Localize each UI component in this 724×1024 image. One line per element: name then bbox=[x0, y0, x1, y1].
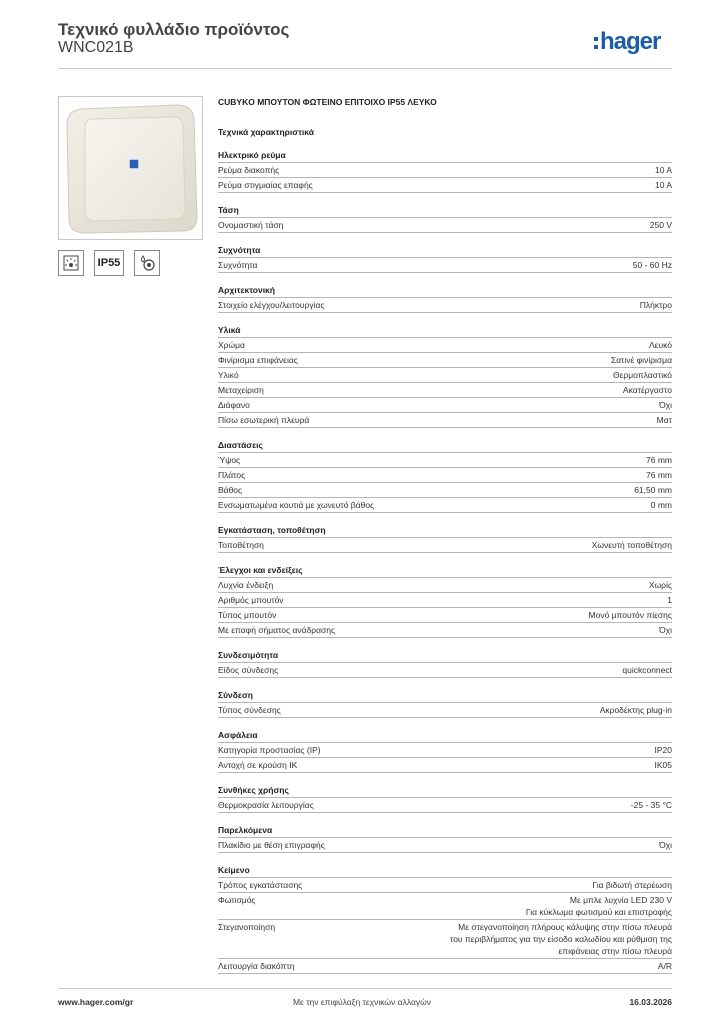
spec-row bbox=[218, 702, 672, 718]
spec-value: Όχι bbox=[659, 840, 672, 850]
spec-label: Αριθμός μπουτόν bbox=[218, 595, 284, 605]
spec-group bbox=[218, 149, 672, 193]
footer-note: Με την επιφύλαξη τεχνικών αλλαγών bbox=[292, 997, 432, 1007]
spec-group bbox=[218, 729, 672, 773]
spec-row bbox=[218, 177, 672, 193]
spec-value: 50 - 60 Hz bbox=[632, 260, 672, 270]
spec-row bbox=[218, 622, 672, 638]
product-name: CUBYKO ΜΠΟΥΤΟΝ ΦΩΤΕΙΝΟ ΕΠΙΤΟΙΧΟ IP55 ΛΕΥΚΟ bbox=[218, 97, 437, 107]
spec-row bbox=[218, 367, 672, 382]
spec-row bbox=[218, 397, 672, 412]
spec-group-title: Εγκατάσταση, τοποθέτηση bbox=[218, 525, 326, 535]
spec-label: Τύπος σύνδεσης bbox=[218, 705, 281, 715]
ip55-badge: IP55 bbox=[94, 250, 124, 276]
spec-row bbox=[218, 662, 672, 678]
spec-row bbox=[218, 742, 672, 757]
spec-value: Λευκό bbox=[649, 340, 672, 350]
spec-row bbox=[218, 412, 672, 428]
spec-group bbox=[218, 649, 672, 678]
spec-value: 76 mm bbox=[646, 470, 672, 480]
spec-group bbox=[218, 439, 672, 513]
spec-group bbox=[218, 864, 672, 974]
spec-label: Χρώμα bbox=[218, 340, 245, 350]
spec-group-title: Συνθήκες χρήσης bbox=[218, 785, 289, 795]
specs-panel bbox=[218, 96, 672, 974]
spec-value: 10 A bbox=[654, 165, 672, 175]
spec-group-title: Ασφάλεια bbox=[218, 730, 258, 740]
spec-label: Πίσω εσωτερική πλευρά bbox=[218, 415, 310, 425]
spec-group-title: Κείμενο bbox=[218, 865, 250, 875]
spec-label: Ύψος bbox=[218, 455, 241, 465]
spec-label: Με επαφή σήματος ανάδρασης bbox=[218, 625, 336, 635]
spec-label: Στοιχείο ελέγχου/λειτουργίας bbox=[218, 300, 325, 310]
spec-row bbox=[218, 537, 672, 553]
spec-row bbox=[218, 382, 672, 397]
spec-group-title: Ηλεκτρικό ρεύμα bbox=[218, 150, 286, 160]
spec-label: Ενσωματωμένα κουτιά με χωνευτό βάθος bbox=[218, 500, 375, 510]
spec-row bbox=[218, 257, 672, 273]
spec-label: Ρεύμα διακοπής bbox=[218, 165, 280, 175]
spec-label: Φινίρισμα επιφάνειας bbox=[218, 355, 298, 365]
spec-value: quickconnect bbox=[622, 665, 672, 675]
spec-row bbox=[218, 297, 672, 313]
spec-label: Λειτουργία διακόπτη bbox=[218, 961, 295, 971]
spec-value: 61,50 mm bbox=[634, 485, 672, 495]
footer-divider bbox=[58, 988, 672, 989]
spec-label: Ρεύμα στιγμιαίας επαφής bbox=[218, 180, 313, 190]
spec-row bbox=[218, 217, 672, 233]
hager-logo-mark bbox=[594, 27, 674, 57]
spec-row bbox=[218, 892, 672, 919]
spec-row bbox=[218, 482, 672, 497]
spec-label: Διάφανο bbox=[218, 400, 250, 410]
spec-row bbox=[218, 162, 672, 177]
spec-label: Πλακίδιο με θέση επιγραφής bbox=[218, 840, 325, 850]
spec-value: A/R bbox=[657, 961, 672, 971]
specs-heading: Τεχνικά χαρακτηριστικά bbox=[218, 127, 314, 137]
spec-label: Μεταχείριση bbox=[218, 385, 264, 395]
spec-value: Με στεγανοποίηση πλήρους κάλυψης στην πίσω πλευρά του περιβλήματος για την είσοδο καλωδίου και ρύθμιση της επιφάνειας στην πίσω πλευρά bbox=[449, 922, 672, 956]
spec-row bbox=[218, 352, 672, 367]
waterproof-seal-icon bbox=[134, 250, 160, 276]
hager-logo[interactable] bbox=[594, 27, 674, 62]
spec-value: 76 mm bbox=[646, 455, 672, 465]
spec-row bbox=[218, 797, 672, 813]
spec-row bbox=[218, 919, 672, 958]
spec-label: Τοποθέτηση bbox=[218, 540, 264, 550]
spec-value: Σατινέ φινίρισμα bbox=[610, 355, 672, 365]
spec-group-title: Σύνδεση bbox=[218, 690, 253, 700]
spec-value: Όχι bbox=[659, 400, 672, 410]
page-title: Τεχνικό φυλλάδιο προϊόντος bbox=[58, 20, 290, 39]
product-code: WNC021B bbox=[58, 39, 134, 56]
spec-value: 0 mm bbox=[650, 500, 672, 510]
spec-row bbox=[218, 607, 672, 622]
spec-row bbox=[218, 452, 672, 467]
spec-group-title: Παρελκόμενα bbox=[218, 825, 273, 835]
spec-group bbox=[218, 244, 672, 273]
spec-group bbox=[218, 564, 672, 638]
spec-group-title: Υλικά bbox=[218, 325, 241, 335]
spec-group-title: Έλεγχοι και ενδείξεις bbox=[218, 565, 303, 575]
header-divider bbox=[58, 68, 672, 69]
spec-row bbox=[218, 757, 672, 773]
spec-value: Για βιδωτή στερέωση bbox=[592, 880, 672, 890]
spec-group bbox=[218, 784, 672, 813]
led-indicator-icon bbox=[58, 250, 84, 276]
spec-row bbox=[218, 958, 672, 974]
spec-value: Ακροδέκτης plug-in bbox=[599, 705, 672, 715]
spec-value: 1 bbox=[667, 595, 672, 605]
svg-text:hager: hager bbox=[600, 28, 661, 55]
spec-row bbox=[218, 877, 672, 892]
spec-label: Λυχνία ένδειξη bbox=[218, 580, 274, 590]
spec-label: Αντοχή σε κρούση IK bbox=[218, 760, 298, 770]
spec-group-title: Αρχιτεκτονική bbox=[218, 285, 275, 295]
spec-label: Πλάτος bbox=[218, 470, 246, 480]
spec-row bbox=[218, 577, 672, 592]
spec-row bbox=[218, 497, 672, 513]
spec-label: Στεγανοποίηση bbox=[218, 922, 276, 932]
spec-value: Όχι bbox=[659, 625, 672, 635]
spec-label: Είδος σύνδεσης bbox=[218, 665, 279, 675]
footer-date: 16.03.2026 bbox=[629, 997, 672, 1007]
spec-value: Πλήκτρο bbox=[639, 300, 672, 310]
spec-value: 10 A bbox=[654, 180, 672, 190]
spec-group bbox=[218, 324, 672, 428]
spec-group bbox=[218, 689, 672, 718]
spec-label: Υλικό bbox=[218, 370, 239, 380]
spec-value: Θερμοπλαστικό bbox=[612, 370, 672, 380]
spec-group-title: Συνδεσιμότητα bbox=[218, 650, 279, 660]
spec-value: Ματ bbox=[656, 415, 672, 425]
spec-value: IP20 bbox=[654, 745, 672, 755]
spec-group-title: Συχνότητα bbox=[218, 245, 261, 255]
spec-value: Χωρίς bbox=[648, 580, 672, 590]
spec-row bbox=[218, 592, 672, 607]
product-image bbox=[58, 96, 203, 240]
spec-value: Με μπλε λυχνία LED 230 V Για κύκλωμα φωτισμού και επιστροφής bbox=[525, 895, 672, 917]
spec-label: Φωτισμός bbox=[218, 895, 256, 905]
spec-group-title: Τάση bbox=[218, 205, 239, 215]
spec-label: Τύπος μπουτόν bbox=[218, 610, 277, 620]
spec-row bbox=[218, 837, 672, 853]
spec-value: -25 - 35 °C bbox=[630, 800, 672, 810]
spec-value: Χωνευτή τοποθέτηση bbox=[591, 540, 672, 550]
spec-value: IK05 bbox=[654, 760, 672, 770]
spec-label: Συχνότητα bbox=[218, 260, 258, 270]
spec-value: 250 V bbox=[649, 220, 672, 230]
spec-label: Βάθος bbox=[218, 485, 243, 495]
spec-group bbox=[218, 524, 672, 553]
spec-label: Κατηγορία προστασίας (IP) bbox=[218, 745, 321, 755]
spec-value: Ακατέργαστο bbox=[622, 385, 672, 395]
spec-group bbox=[218, 824, 672, 853]
spec-groups bbox=[218, 149, 672, 974]
spec-row bbox=[218, 467, 672, 482]
footer-website-link[interactable]: www.hager.com/gr bbox=[58, 997, 134, 1007]
spec-row bbox=[218, 337, 672, 352]
spec-group bbox=[218, 284, 672, 313]
spec-value: Μονό μπουτόν πίεσης bbox=[588, 610, 672, 620]
product-badges bbox=[58, 250, 160, 276]
spec-label: Τρόπος εγκατάστασης bbox=[218, 880, 303, 890]
spec-label: Ονομαστική τάση bbox=[218, 220, 284, 230]
spec-group-title: Διαστάσεις bbox=[218, 440, 263, 450]
spec-group bbox=[218, 204, 672, 233]
spec-label: Θερμοκρασία λειτουργίας bbox=[218, 800, 314, 810]
